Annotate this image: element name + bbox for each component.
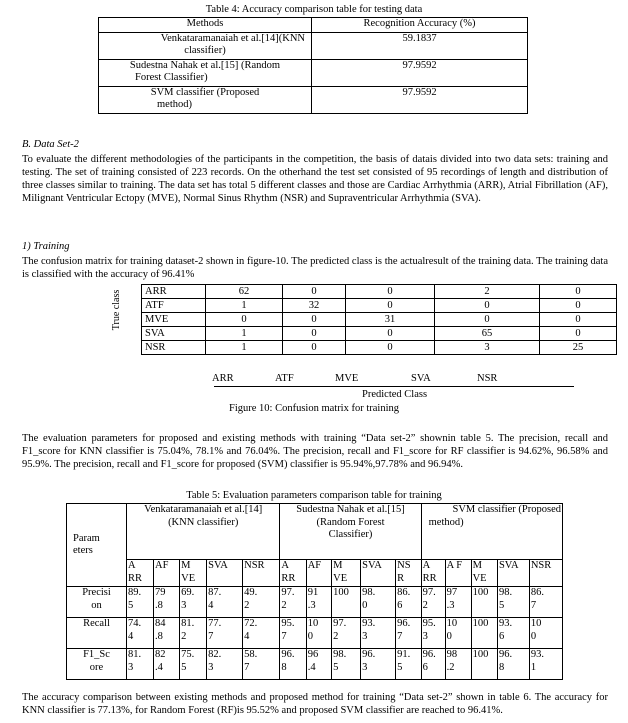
value-line: 97. bbox=[422, 587, 436, 598]
value-line: 87. bbox=[208, 587, 222, 598]
matrix-cell: 0 bbox=[540, 327, 617, 341]
group-svm-l1: SVM classifier (Proposed bbox=[452, 504, 561, 515]
value-cell bbox=[529, 649, 562, 680]
param-header bbox=[67, 504, 127, 587]
matrix-row-label: ARR bbox=[142, 285, 206, 299]
value-line: .3 bbox=[446, 599, 455, 611]
subheader-l2: VE bbox=[181, 572, 196, 584]
matrix-cell: 0 bbox=[346, 299, 435, 313]
value-cell bbox=[127, 587, 154, 618]
subheader-l1: SVA bbox=[208, 560, 228, 571]
value-line: 86. bbox=[530, 587, 544, 598]
row-label bbox=[67, 649, 127, 680]
subheader-cell bbox=[396, 560, 421, 587]
value-line: 10 bbox=[530, 618, 542, 629]
param-header-l1: Param bbox=[73, 532, 100, 544]
accuracy-value: 59.1837 bbox=[312, 33, 528, 60]
matrix-cell: 0 bbox=[346, 341, 435, 355]
subheader-l1: M bbox=[472, 560, 482, 571]
value-line: 3 bbox=[208, 661, 214, 673]
figure10-caption: Figure 10: Confusion matrix for training bbox=[228, 403, 400, 414]
value-cell bbox=[154, 618, 180, 649]
value-cell bbox=[127, 618, 154, 649]
value-line: 5 bbox=[397, 661, 403, 673]
table-row bbox=[67, 649, 563, 680]
true-class-text: True class bbox=[111, 289, 122, 331]
value-line: 7 bbox=[244, 661, 250, 673]
method-name: Venkataramanaiah et al.[14](KNN bbox=[160, 33, 305, 44]
value-cell bbox=[396, 587, 421, 618]
method-name-cont: Forest Classifier) bbox=[135, 72, 208, 83]
value-line: .8 bbox=[155, 599, 163, 611]
matrix-row bbox=[142, 285, 617, 299]
matrix-cell: 62 bbox=[206, 285, 283, 299]
value-line: 79 bbox=[155, 587, 166, 598]
predicted-class-label: Predicted Class bbox=[362, 389, 428, 400]
value-line: 1 bbox=[530, 661, 537, 673]
group-knn-l2: (KNN classifier) bbox=[168, 516, 239, 528]
section-b-heading: B. Data Set-2 bbox=[22, 139, 79, 150]
matrix-row bbox=[142, 313, 617, 327]
value-line: .4 bbox=[307, 661, 316, 673]
table5-caption: Table 5: Evaluation parameters comparison table for training bbox=[186, 490, 442, 501]
matrix-cell: 3 bbox=[435, 341, 540, 355]
matrix-row-label: MVE bbox=[142, 313, 206, 327]
value-line: 96. bbox=[362, 649, 376, 660]
value-line: 100 bbox=[333, 587, 349, 598]
value-cell bbox=[180, 618, 207, 649]
value-cell bbox=[497, 587, 529, 618]
matrix-cell: 0 bbox=[540, 299, 617, 313]
value-cell bbox=[361, 587, 396, 618]
value-cell bbox=[497, 649, 529, 680]
value-line: .2 bbox=[446, 661, 455, 673]
value-cell bbox=[243, 587, 280, 618]
true-class-label bbox=[103, 284, 133, 336]
value-line: 2 bbox=[244, 599, 250, 611]
matrix-col-label: NSR bbox=[477, 373, 498, 384]
training-paragraph: The confusion matrix for training dataset-2 shown in figure-10. The predicted class is the actualresult of the training data. The training data is classified with the accuracy of 96.41% bbox=[22, 256, 608, 280]
value-cell bbox=[280, 649, 306, 680]
value-cell bbox=[207, 618, 243, 649]
value-cell bbox=[243, 649, 280, 680]
value-line: 5 bbox=[128, 599, 134, 611]
table-row bbox=[99, 33, 528, 60]
matrix-cell: 1 bbox=[206, 327, 283, 341]
final-paragraph: The accuracy comparison between existing methods and proposed method for training “Data set-2” shown in table 6. The accuracy for KNN classifier is 77.13%, for Random Forest (RF)is 95.52% and proposed SVM classifier are reached to 96.41%. bbox=[22, 692, 608, 716]
value-cell bbox=[280, 587, 306, 618]
value-line: 2 bbox=[181, 630, 187, 642]
value-cell bbox=[471, 649, 497, 680]
subheader-l1: A bbox=[281, 560, 289, 571]
value-cell bbox=[332, 587, 361, 618]
value-cell bbox=[361, 618, 396, 649]
subheader-l2: RR bbox=[128, 572, 143, 584]
subheader-cell bbox=[421, 560, 445, 587]
matrix-cell: 0 bbox=[283, 313, 346, 327]
subheader-l2: R bbox=[397, 572, 405, 584]
value-line: 93. bbox=[498, 618, 513, 629]
row-label-line: Recall bbox=[83, 618, 110, 629]
value-line: 5 bbox=[181, 661, 187, 673]
subheader-l1: A bbox=[128, 560, 136, 571]
subheader-l1: M bbox=[181, 560, 191, 571]
value-cell bbox=[332, 649, 361, 680]
value-line: 75. bbox=[181, 649, 195, 660]
value-line: 7 bbox=[530, 599, 537, 611]
value-line: 7 bbox=[397, 630, 403, 642]
value-cell bbox=[306, 587, 331, 618]
value-line: 97 bbox=[446, 587, 458, 598]
table-row bbox=[67, 587, 563, 618]
value-line: 100 bbox=[472, 587, 489, 598]
method-name-cont: classifier) bbox=[184, 45, 226, 56]
subheader-cell bbox=[471, 560, 497, 587]
value-cell bbox=[306, 649, 331, 680]
value-line: .4 bbox=[155, 661, 163, 673]
value-line: 2 bbox=[422, 599, 428, 611]
matrix-cell: 0 bbox=[435, 299, 540, 313]
group-svm-l2: method) bbox=[428, 516, 464, 528]
value-cell bbox=[396, 618, 421, 649]
subheader-cell bbox=[207, 560, 243, 587]
value-line: 74. bbox=[128, 618, 142, 629]
value-line: 3 bbox=[362, 661, 368, 673]
value-cell bbox=[180, 649, 207, 680]
matrix-col-label: SVA bbox=[411, 373, 431, 384]
matrix-col-label: ATF bbox=[275, 373, 294, 384]
subheader-cell bbox=[180, 560, 207, 587]
matrix-cell: 0 bbox=[206, 313, 283, 327]
value-line: 91 bbox=[307, 587, 319, 598]
matrix-row-label: NSR bbox=[142, 341, 206, 355]
value-cell bbox=[529, 618, 562, 649]
table5 bbox=[66, 503, 563, 680]
row-label-line: Precisi bbox=[82, 587, 111, 598]
value-line: 93. bbox=[530, 649, 544, 660]
subheader-l1: M bbox=[333, 560, 343, 571]
value-line: 81. bbox=[181, 618, 195, 629]
group-rf-l2: (Random Forest bbox=[316, 516, 385, 528]
value-cell bbox=[497, 618, 529, 649]
value-line: 69. bbox=[181, 587, 195, 598]
value-cell bbox=[332, 618, 361, 649]
value-line: 96 bbox=[307, 649, 319, 660]
subheader-l1: NSR bbox=[244, 560, 265, 571]
matrix-cell: 25 bbox=[540, 341, 617, 355]
value-line: 4 bbox=[128, 630, 134, 642]
value-line: 96. bbox=[397, 618, 411, 629]
matrix-cell: 1 bbox=[206, 299, 283, 313]
subheader-l2: VE bbox=[472, 572, 487, 584]
subheader-cell bbox=[127, 560, 154, 587]
value-line: 100 bbox=[472, 649, 489, 660]
table-row bbox=[99, 87, 528, 114]
value-line: 97. bbox=[281, 587, 295, 598]
matrix-cell: 0 bbox=[540, 285, 617, 299]
table4-caption: Table 4: Accuracy comparison table for testing data bbox=[205, 4, 423, 15]
subheader-l2: RR bbox=[281, 572, 296, 584]
value-line: 3 bbox=[422, 630, 428, 642]
subheader-cell bbox=[243, 560, 280, 587]
subheader-cell bbox=[332, 560, 361, 587]
param-header-l2: eters bbox=[73, 545, 93, 556]
value-line: 98 bbox=[446, 649, 458, 660]
subheader-l1: SVA bbox=[362, 560, 382, 571]
value-cell bbox=[421, 587, 445, 618]
value-line: 2 bbox=[281, 599, 287, 611]
subheader-l2: RR bbox=[422, 572, 437, 584]
subheader-cell bbox=[280, 560, 306, 587]
value-line: 86. bbox=[397, 587, 411, 598]
value-line: 8 bbox=[498, 661, 505, 673]
value-line: 95. bbox=[281, 618, 295, 629]
value-line: 93. bbox=[362, 618, 376, 629]
subheader-cell bbox=[445, 560, 471, 587]
accuracy-value: 97.9592 bbox=[312, 60, 528, 87]
matrix-cell: 32 bbox=[283, 299, 346, 313]
value-cell bbox=[243, 618, 280, 649]
value-line: 0 bbox=[530, 630, 537, 642]
value-cell bbox=[529, 587, 562, 618]
value-cell bbox=[154, 587, 180, 618]
accuracy-value: 97.9592 bbox=[312, 87, 528, 114]
value-line: 82. bbox=[208, 649, 222, 660]
value-line: 0 bbox=[307, 630, 313, 642]
subheader-l1: A F bbox=[446, 560, 463, 571]
subheader-l2: VE bbox=[333, 572, 348, 584]
matrix-col-label: ARR bbox=[212, 373, 234, 384]
matrix-cell: 0 bbox=[435, 313, 540, 327]
section-b-paragraph: To evaluate the different methodologies of the participants in the competition, the basis of datais divided into two data sets: training and testing. The set of training consisted of 223 records. On the otherhand the test set consisted of 95 recordings of length and distribution of three classes similar to training. The data set has total 5 different classes and those are Cardiac Arrhythmia (ARR), Atrial Fibrillation (AF), Milignant Ventricular Ectopy (MVE), Normal Sinus Rhythm (NSR) and Supraventricular Arrhythmia (SVA). bbox=[22, 154, 608, 204]
value-line: 81. bbox=[128, 649, 142, 660]
group-knn-l1: Venkataramanaiah et al.[14] bbox=[144, 504, 263, 515]
value-line: 0 bbox=[446, 630, 452, 642]
value-line: 98. bbox=[333, 649, 347, 660]
value-line: 84 bbox=[155, 618, 166, 629]
subheader-cell bbox=[497, 560, 529, 587]
group-rf-l3: Classifier) bbox=[328, 529, 373, 540]
value-line: 5 bbox=[498, 599, 505, 611]
value-line: 82 bbox=[155, 649, 166, 660]
value-line: 96. bbox=[281, 649, 295, 660]
value-cell bbox=[445, 649, 471, 680]
group-rf bbox=[280, 504, 421, 560]
value-line: 91. bbox=[397, 649, 411, 660]
value-line: 97. bbox=[333, 618, 347, 629]
value-line: .8 bbox=[155, 630, 163, 642]
method-name: SVM classifier (Proposed bbox=[150, 87, 260, 98]
table4 bbox=[98, 17, 528, 114]
training-heading: 1) Training bbox=[22, 241, 70, 252]
subheader-l1: AF bbox=[307, 560, 322, 571]
matrix-row bbox=[142, 299, 617, 313]
value-line: 3 bbox=[362, 630, 368, 642]
matrix-cell: 31 bbox=[346, 313, 435, 327]
method-name-cont: method) bbox=[157, 99, 192, 110]
row-label bbox=[67, 618, 127, 649]
value-line: 7 bbox=[208, 630, 214, 642]
matrix-cell: 2 bbox=[435, 285, 540, 299]
subheader-l1: A bbox=[422, 560, 431, 571]
table-row bbox=[67, 618, 563, 649]
value-line: 96. bbox=[498, 649, 513, 660]
matrix-row-label: ATF bbox=[142, 299, 206, 313]
value-line: 58. bbox=[244, 649, 258, 660]
subheader-l1: NS bbox=[397, 560, 411, 571]
value-line: 4 bbox=[208, 599, 214, 611]
table4-header-methods: Methods bbox=[99, 18, 312, 33]
subheader-cell bbox=[306, 560, 331, 587]
predicted-divider bbox=[214, 386, 574, 387]
value-cell bbox=[445, 618, 471, 649]
value-line: 6 bbox=[498, 630, 505, 642]
value-line: 96. bbox=[422, 649, 436, 660]
value-cell bbox=[180, 587, 207, 618]
value-cell bbox=[127, 649, 154, 680]
value-line: 5 bbox=[333, 661, 339, 673]
value-cell bbox=[280, 618, 306, 649]
subheader-cell bbox=[154, 560, 180, 587]
matrix-cell: 0 bbox=[283, 341, 346, 355]
matrix-cell: 0 bbox=[540, 313, 617, 327]
value-line: 72. bbox=[244, 618, 258, 629]
matrix-cell: 0 bbox=[346, 327, 435, 341]
table-row bbox=[99, 60, 528, 87]
matrix-col-label: MVE bbox=[335, 373, 359, 384]
value-cell bbox=[154, 649, 180, 680]
value-line: 95. bbox=[422, 618, 436, 629]
value-line: 3 bbox=[181, 599, 187, 611]
value-cell bbox=[421, 649, 445, 680]
value-cell bbox=[471, 587, 497, 618]
matrix-cell: 65 bbox=[435, 327, 540, 341]
matrix-cell: 0 bbox=[283, 327, 346, 341]
value-line: 49. bbox=[244, 587, 258, 598]
matrix-row bbox=[142, 327, 617, 341]
subheader-l1: SVA bbox=[498, 560, 519, 571]
value-cell bbox=[445, 587, 471, 618]
value-line: 100 bbox=[472, 618, 489, 629]
value-line: .3 bbox=[307, 599, 316, 611]
method-name: Sudestna Nahak et al.[15] (Random bbox=[129, 60, 281, 71]
value-line: 10 bbox=[446, 618, 458, 629]
row-label-line: on bbox=[91, 599, 102, 611]
row-label-line: ore bbox=[89, 661, 104, 673]
value-line: 98. bbox=[362, 587, 376, 598]
value-line: 6 bbox=[397, 599, 403, 611]
value-cell bbox=[396, 649, 421, 680]
value-line: 7 bbox=[281, 630, 287, 642]
group-rf-l1: Sudestna Nahak et al.[15] bbox=[296, 504, 405, 515]
group-knn bbox=[127, 504, 280, 560]
value-line: 3 bbox=[128, 661, 134, 673]
value-line: 2 bbox=[333, 630, 339, 642]
value-line: 6 bbox=[422, 661, 428, 673]
confusion-matrix bbox=[141, 284, 617, 355]
value-line: 10 bbox=[307, 618, 319, 629]
evaluation-paragraph: The evaluation parameters for proposed and existing methods with training “Data set-2” shownin table 5. The precision, recall and F1_score for KNN classifier is 75.04%, 78.1% and 76.04%. The precision, recall and F1_score for RF classifier is 94.62%, 96.58% and 95.9%. The precision, recall and F1_score for proposed (SVM) classifier is 95.94%,97.78% and 96.94%. bbox=[22, 433, 608, 470]
subheader-cell bbox=[361, 560, 396, 587]
value-cell bbox=[421, 618, 445, 649]
subheader-cell bbox=[529, 560, 562, 587]
matrix-row-label: SVA bbox=[142, 327, 206, 341]
value-line: 4 bbox=[244, 630, 250, 642]
matrix-row bbox=[142, 341, 617, 355]
value-cell bbox=[207, 649, 243, 680]
value-cell bbox=[471, 618, 497, 649]
group-svm bbox=[421, 504, 562, 560]
value-cell bbox=[306, 618, 331, 649]
value-line: 89. bbox=[128, 587, 142, 598]
matrix-cell: 1 bbox=[206, 341, 283, 355]
value-line: 8 bbox=[281, 661, 287, 673]
value-cell bbox=[361, 649, 396, 680]
value-line: 77. bbox=[208, 618, 222, 629]
value-line: 98. bbox=[498, 587, 513, 598]
row-label bbox=[67, 587, 127, 618]
matrix-cell: 0 bbox=[346, 285, 435, 299]
matrix-cell: 0 bbox=[283, 285, 346, 299]
row-label-line: F1_Sc bbox=[83, 649, 110, 660]
subheader-l1: AF bbox=[155, 560, 169, 571]
subheader-l1: NSR bbox=[530, 560, 552, 571]
value-cell bbox=[207, 587, 243, 618]
table4-header-accuracy: Recognition Accuracy (%) bbox=[312, 18, 528, 33]
value-line: 0 bbox=[362, 599, 368, 611]
